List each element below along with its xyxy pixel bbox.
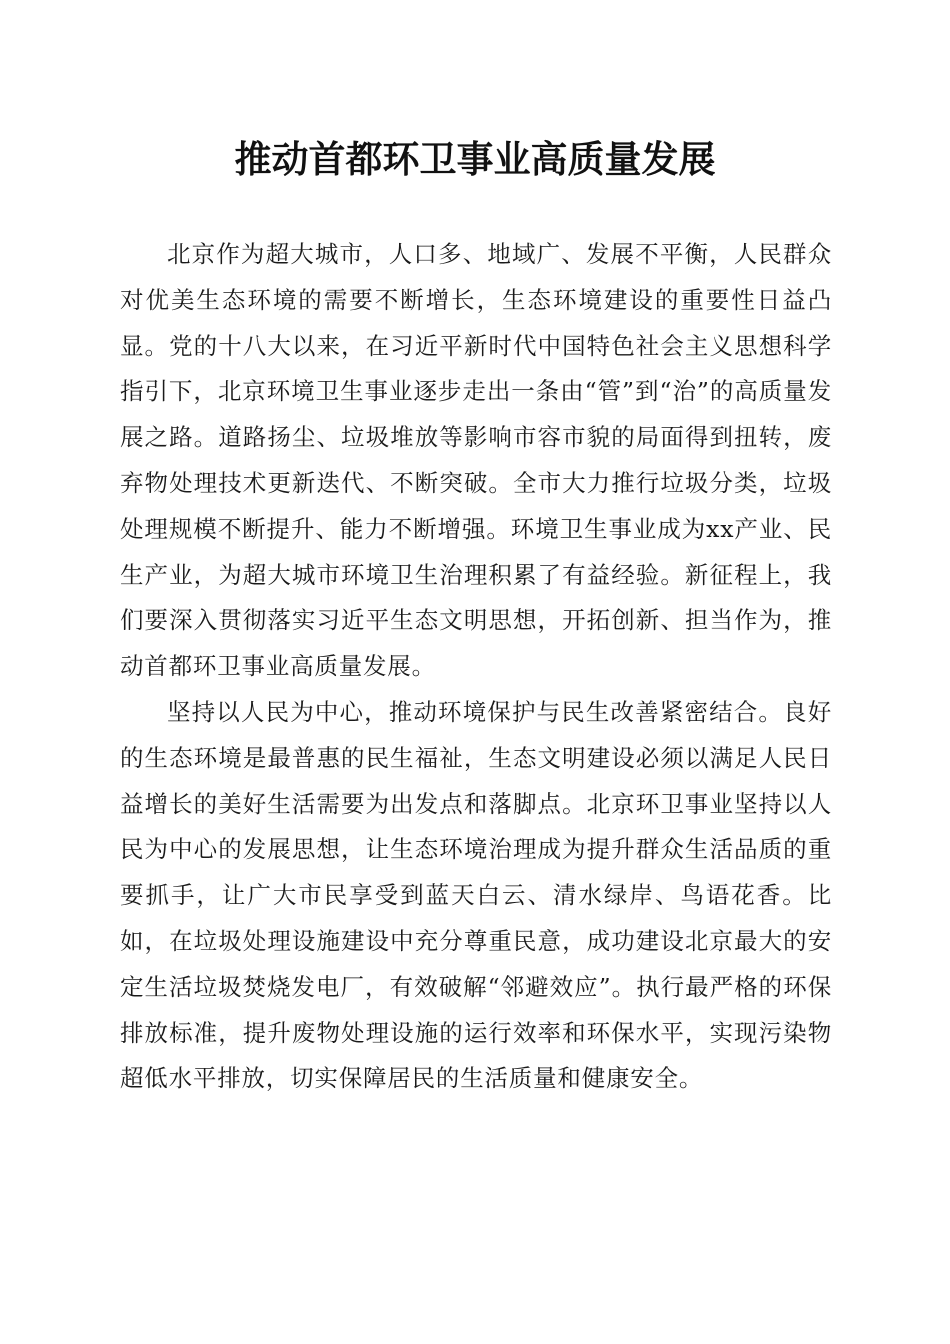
- document-body: [120, 232, 832, 1102]
- paragraph-2: 坚持以人民为中心，推动环境保护与民生改善紧密结合。良好的生态环境是最普惠的民生福祉，生态文明建设必须以满足人民日益增长的美好生活需要为出发点和落脚点。北京环卫事业坚持以人民为中心的发展思想，让生态环境治理成为提升群众生活品质的重要抓手，让广大市民享受到蓝天白云、清水绿岸、鸟语花香。比如，在垃圾处理设施建设中充分尊重民意，成功建设北京最大的安定生活垃圾焚烧发电厂，有效破解“邻避效应”。执行最严格的环保排放标准，提升废物处理设施的运行效率和环保水平，实现污染物超低水平排放，切实保障居民的生活质量和健康安全。: [120, 697, 832, 1093]
- document-title: 推动首都环卫事业高质量发展: [234, 138, 716, 181]
- paragraph-1: 北京作为超大城市，人口多、地域广、发展不平衡，人民群众对优美生态环境的需要不断增长，生态环境建设的重要性日益凸显。党的十八大以来，在习近平新时代中国特色社会主义思想科学指引下，北京环境卫生事业逐步走出一条由“管”到“治”的高质量发展之路。道路扬尘、垃圾堆放等影响市容市貌的局面得到扭转，废弃物处理技术更新迭代、不断突破。全市大力推行垃圾分类，垃圾处理规模不断提升、能力不断增强。环境卫生事业成为xx产业、民生产业，为超大城市环境卫生治理积累了有益经验。新征程上，我们要深入贯彻落实习近平生态文明思想，开拓创新、担当作为，推动首都环卫事业高质量发展。: [120, 240, 832, 681]
